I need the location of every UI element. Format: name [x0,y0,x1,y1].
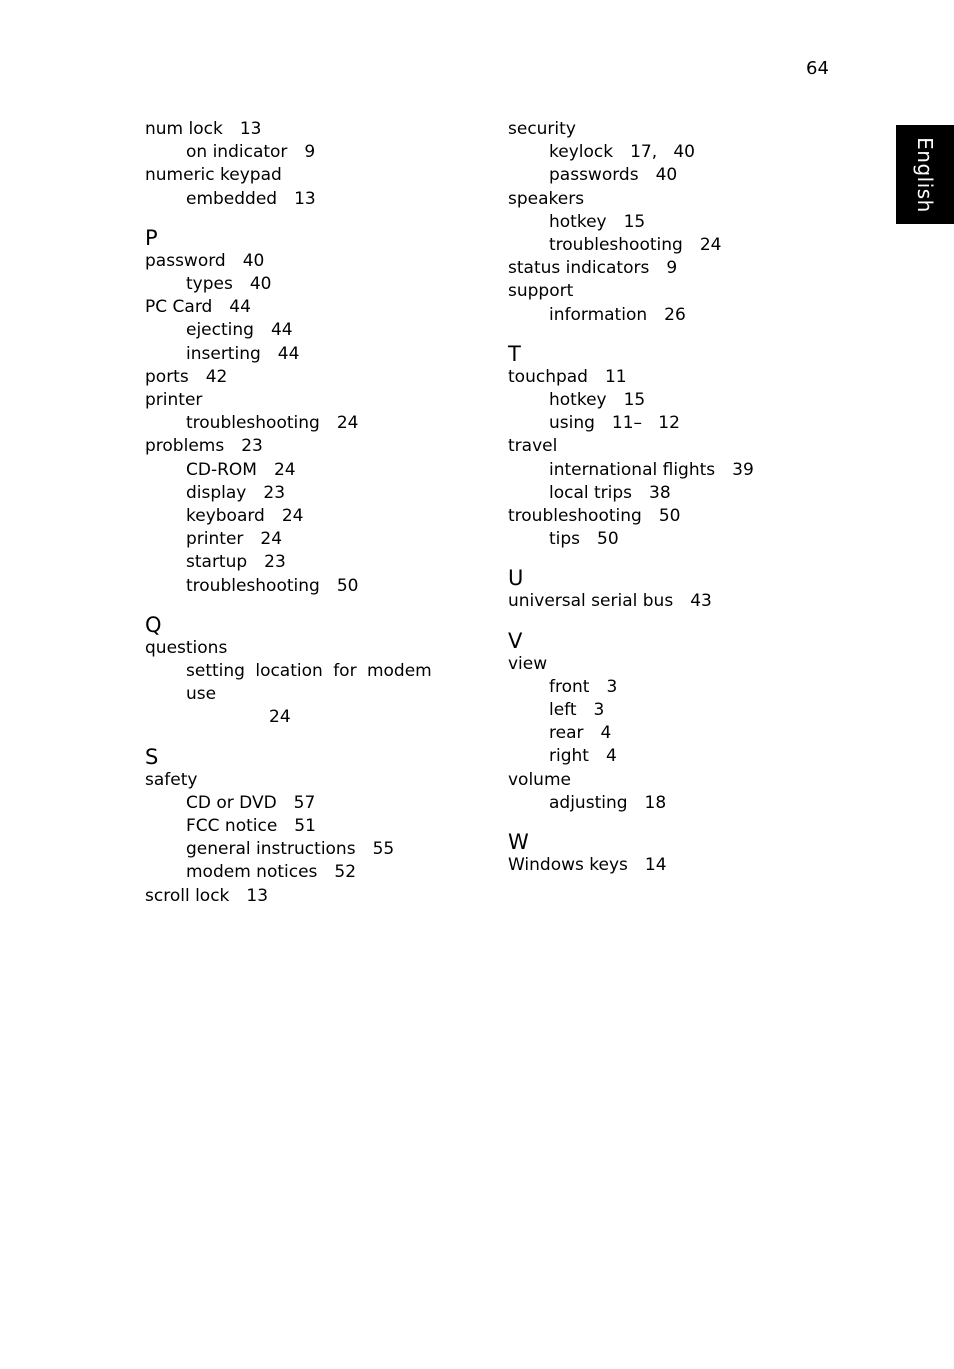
index-subentry [145,343,475,366]
index-term: support [508,281,574,302]
index-subentry [508,699,808,722]
index-subentry [145,141,475,164]
index-term: CD or DVD [186,792,277,813]
index-term: local trips [549,482,633,503]
index-entry [508,653,808,676]
index-page-ref: 55 [372,839,395,860]
index-subentry [508,722,808,745]
index-page-ref: 11 [604,366,627,387]
index-page-ref: 9 [304,142,316,163]
index-letter-heading: S [145,744,159,769]
index-subentry [508,141,808,164]
index-subentry [508,482,808,505]
index-term: on indicator [186,142,288,163]
index-page-ref: 4 [600,723,612,744]
index-subentry [508,304,808,327]
index-term: ejecting [186,320,254,341]
index-subentry [508,164,808,187]
index-entry [145,164,475,187]
index-term: troubleshooting [549,235,683,256]
index-subentry [508,412,808,435]
index-subentry [145,412,475,435]
index-entry [508,854,808,877]
index-subentry [145,319,475,342]
index-term: left [549,700,577,721]
index-term: safety [145,769,198,790]
index-term: numeric keypad [145,165,282,186]
index-subentry [508,676,808,699]
index-entry [508,590,808,613]
index-term: startup [186,552,248,573]
index-subentry [508,792,808,815]
index-page-ref: 24 [269,707,291,728]
index-page-ref: 24 [260,529,283,550]
index-term: PC Card [145,297,213,318]
index-subentry [145,188,475,211]
index-page-ref: 38 [649,482,671,503]
index-page-ref: 18 [644,792,667,813]
index-page-ref: 3 [606,676,618,697]
index-entry [145,435,475,458]
index-page-ref: 13 [294,188,316,209]
index-term: inserting [186,343,261,364]
index-term: troubleshooting [186,413,320,434]
index-page-ref: 40 [655,165,678,186]
index-page-ref: 4 [605,746,617,767]
index-term: num lock [145,119,223,139]
index-entry [508,435,808,458]
index-entry [145,250,475,273]
index-page-ref: 15 [623,211,646,232]
index-column-right [508,118,808,877]
index-page-ref: 57 [293,792,316,813]
index-term: volume [508,769,571,790]
index-entry [145,885,475,908]
index-term: printer [145,390,203,411]
index-entry [145,296,475,319]
index-entry [145,637,475,660]
index-term: questions [145,637,228,658]
index-page-ref: 15 [623,390,646,411]
index-subentry [508,389,808,412]
index-term: tips [549,529,581,550]
index-page-ref: 50 [336,575,359,596]
index-subentry [508,211,808,234]
index-term: view [508,653,548,674]
index-letter-heading: U [508,566,524,591]
page-number: 64 [806,58,829,79]
index-letter-heading: Q [145,612,162,637]
index-letter-heading: P [145,225,158,250]
index-term: touchpad [508,366,588,387]
index-term: passwords [549,165,639,186]
index-term: hotkey [549,390,607,411]
index-term: rear [549,723,584,744]
index-page-ref: 9 [666,258,678,279]
index-term: status indicators [508,258,650,279]
index-subentry [145,551,475,574]
index-subentry [508,234,808,257]
index-page-ref: 24 [336,413,359,434]
index-entry [508,769,808,792]
index-letter-heading: W [508,830,529,855]
index-subentry [145,815,475,838]
index-letter-heading: T [508,341,521,366]
index-page-ref: 52 [334,862,357,883]
index-term: modem notices [186,862,318,883]
index-term: keylock [549,142,614,163]
index-entry [145,118,475,141]
index-term: Windows keys [508,855,628,876]
index-subentry [145,459,475,482]
index-term: travel [508,436,558,457]
index-subentry [145,575,475,598]
index-page-ref: 43 [690,591,712,612]
index-subentry [145,505,475,528]
index-term: security [508,119,576,139]
index-subentry [145,660,467,730]
index-page-ref: 23 [241,436,263,457]
index-term: universal serial bus [508,591,674,612]
index-page-ref: 42 [205,366,228,387]
index-subentry [508,459,808,482]
index-page-ref: 14 [644,855,667,876]
index-term: hotkey [549,211,607,232]
index-term: password [145,250,226,271]
index-term: setting location for modem use [186,661,432,705]
index-term: CD-ROM [186,459,257,480]
index-term: using [549,413,595,434]
index-subentry [145,482,475,505]
index-page-ref: 44 [277,343,300,364]
index-term: display [186,482,247,503]
index-entry [145,389,475,412]
index-entry [145,366,475,389]
index-term: FCC notice [186,816,278,837]
index-subentry [145,528,475,551]
index-subentry [145,838,475,861]
index-term: keyboard [186,506,265,527]
index-page-ref: 44 [270,320,293,341]
index-page-ref: 24 [273,459,296,480]
language-tab [896,125,954,224]
index-entry [508,257,808,280]
index-letter-heading: V [508,628,523,653]
index-entry [508,505,808,528]
index-term: international flights [549,459,716,480]
index-page-ref: 40 [242,250,265,271]
index-entry [508,280,808,303]
index-term: printer [186,529,244,550]
index-page-ref: 50 [597,529,619,550]
index-page-ref: 13 [239,119,262,139]
index-term: ports [145,366,189,387]
index-page-ref: 17, 40 [630,142,695,163]
index-page-ref: 50 [658,506,681,527]
index-term: right [549,746,589,767]
index-term: types [186,274,233,295]
index-term: speakers [508,188,585,209]
index-term: adjusting [549,792,628,813]
index-column-left [145,118,475,908]
index-entry [508,366,808,389]
index-page-ref: 26 [664,304,686,325]
index-entry [508,188,808,211]
index-term: front [549,676,590,697]
index-subentry [508,745,808,768]
index-page-ref: 3 [593,700,605,721]
index-page-ref: 40 [249,274,272,295]
index-subentry [145,273,475,296]
index-page-ref: 51 [294,816,316,837]
index-subentry [508,528,808,551]
index-page-ref: 44 [229,297,251,318]
language-tab-label: English [913,136,937,213]
index-term: embedded [186,188,278,209]
index-page-ref: 13 [246,885,269,906]
index-subentry [145,861,475,884]
index-page-ref: 23 [264,552,286,573]
index-term: information [549,304,648,325]
index-page-ref: 23 [263,482,286,503]
index-page-ref: 11– 12 [611,413,680,434]
index-term: troubleshooting [186,575,320,596]
index-page-ref: 24 [699,235,722,256]
index-term: general instructions [186,839,356,860]
index-entry [145,769,475,792]
index-entry [508,118,808,141]
index-term: scroll lock [145,885,230,906]
index-term: problems [145,436,225,457]
index-term: troubleshooting [508,506,642,527]
index-subentry [145,792,475,815]
index-page-ref: 39 [732,459,754,480]
index-page-ref: 24 [281,506,304,527]
